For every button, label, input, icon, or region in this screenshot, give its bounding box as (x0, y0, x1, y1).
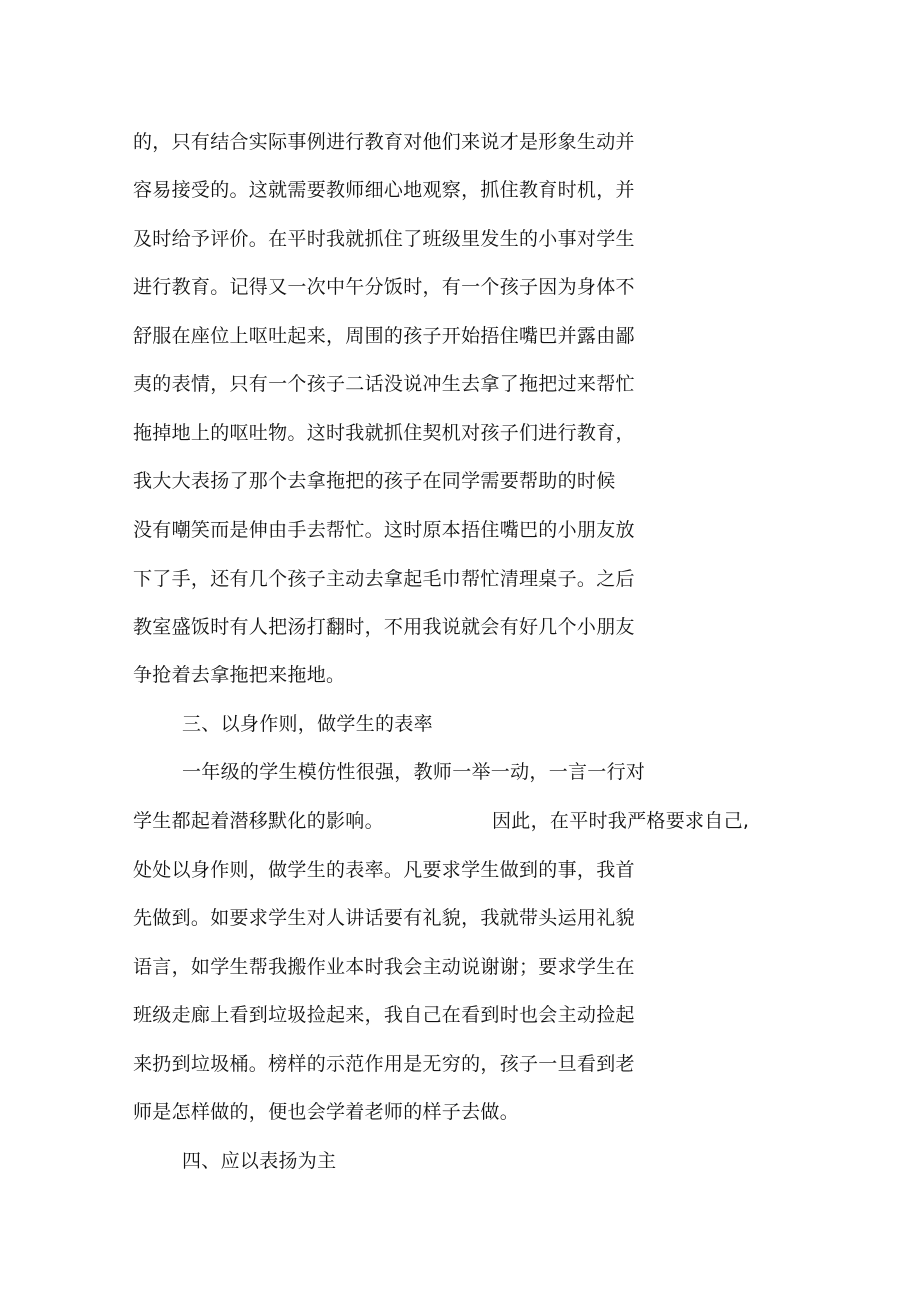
section-heading-3: 三、以身作则，做学生的表率 (182, 713, 433, 735)
text-line-8: 我大大表扬了那个去拿拖把的孩子在同学需要帮助的时候 (133, 470, 616, 492)
para3-line-4: 先做到。如要求学生对人讲话要有礼貌，我就带头运用礼貌 (133, 907, 635, 929)
para3-line-8: 师是怎样做的，便也会学着老师的样子去做。 (133, 1101, 520, 1123)
text-line-12: 争抢着去拿拖把来拖地。 (133, 664, 346, 686)
text-line-11: 教室盛饭时有人把汤打翻时，不用我说就会有好几个小朋友 (133, 616, 635, 638)
para3-line-2-left: 学生都起着潜移默化的影响。 (133, 810, 384, 832)
text-line-3: 及时给予评价。在平时我就抓住了班级里发生的小事对学生 (133, 228, 635, 250)
para3-line-3: 处处以身作则，做学生的表率。凡要求学生做到的事，我首 (133, 859, 635, 881)
text-line-10: 下了手，还有几个孩子主动去拿起毛巾帮忙清理桌子。之后 (133, 568, 635, 590)
para3-line-2-right: 因此，在平时我严格要求自己, (492, 810, 750, 832)
text-line-7: 拖掉地上的呕吐物。这时我就抓住契机对孩子们进行教育， (133, 422, 635, 444)
text-line-6: 夷的表情，只有一个孩子二话没说冲生去拿了拖把过来帮忙 (133, 373, 635, 395)
text-line-2: 容易接受的。这就需要教师细心地观察，抓住教育时机，并 (133, 179, 635, 201)
para3-line-5: 语言，如学生帮我搬作业本时我会主动说谢谢；要求学生在 (133, 956, 635, 978)
text-line-5: 舒服在座位上呕吐起来，周围的孩子开始捂住嘴巴并露由鄙 (133, 325, 635, 347)
para3-line-7: 来扔到垃圾桶。榜样的示范作用是无穷的，孩子一旦看到老 (133, 1053, 635, 1075)
text-line-1: 的，只有结合实际事例进行教育对他们来说才是形象生动并 (133, 131, 635, 153)
para3-first-line: 一年级的学生模仿性很强，教师一举一动，一言一行对 (182, 761, 646, 783)
para3-line-6: 班级走廊上看到垃圾捡起来，我自己在看到时也会主动捡起 (133, 1004, 635, 1026)
text-line-4: 进行教育。记得又一次中午分饭时，有一个孩子因为身体不 (133, 276, 635, 298)
section-heading-4: 四、应以表扬为主 (182, 1150, 337, 1172)
text-line-9: 没有嘲笑而是伸由手去帮忙。这时原本捂住嘴巴的小朋友放 (133, 519, 635, 541)
